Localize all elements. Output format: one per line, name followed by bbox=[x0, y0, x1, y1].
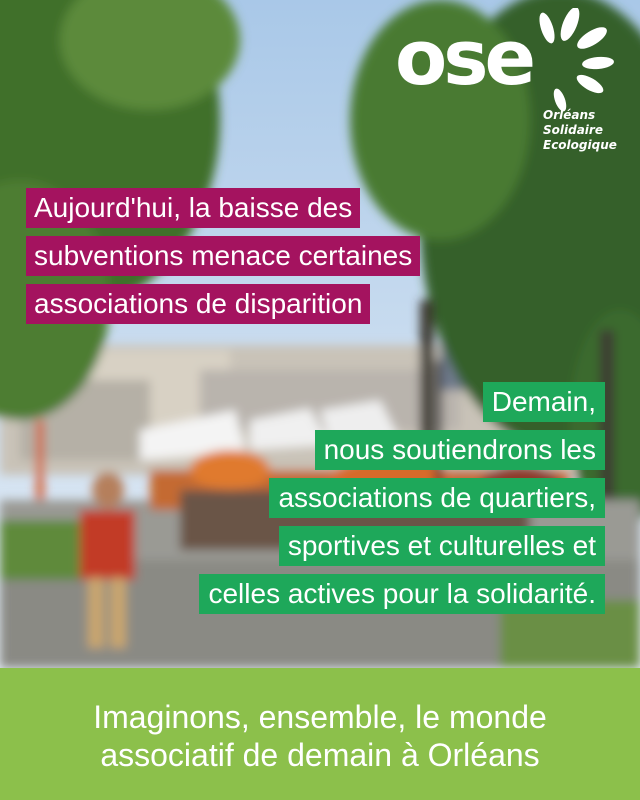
logo-subtitle-line: Solidaire bbox=[543, 123, 603, 137]
statement-tomorrow-line: sportives et culturelles et bbox=[279, 526, 605, 566]
banner-line: Imaginons, ensemble, le monde bbox=[93, 699, 547, 735]
statement-today-line: subventions menace certaines bbox=[26, 236, 420, 276]
banner-line: associatif de demain à Orléans bbox=[100, 737, 540, 773]
statement-tomorrow-line: Demain, bbox=[483, 382, 605, 422]
statement-tomorrow-line: celles actives pour la solidarité. bbox=[199, 574, 605, 614]
banner-slogan bbox=[0, 698, 640, 774]
logo-wordmark: ose bbox=[395, 13, 532, 102]
logo-subtitle bbox=[543, 108, 617, 153]
logo-subtitle-line: Ecologique bbox=[543, 138, 617, 152]
statement-tomorrow-line: nous soutiendrons les bbox=[315, 430, 605, 470]
leaf-sprig-icon bbox=[520, 8, 630, 113]
statement-tomorrow-line: associations de quartiers, bbox=[269, 478, 605, 518]
bottom-banner bbox=[0, 668, 640, 800]
statement-today-line: Aujourd'hui, la baisse des bbox=[26, 188, 360, 228]
logo-subtitle-line: Orléans bbox=[543, 108, 596, 122]
statement-today-line: associations de disparition bbox=[26, 284, 370, 324]
ose-logo bbox=[395, 8, 635, 158]
